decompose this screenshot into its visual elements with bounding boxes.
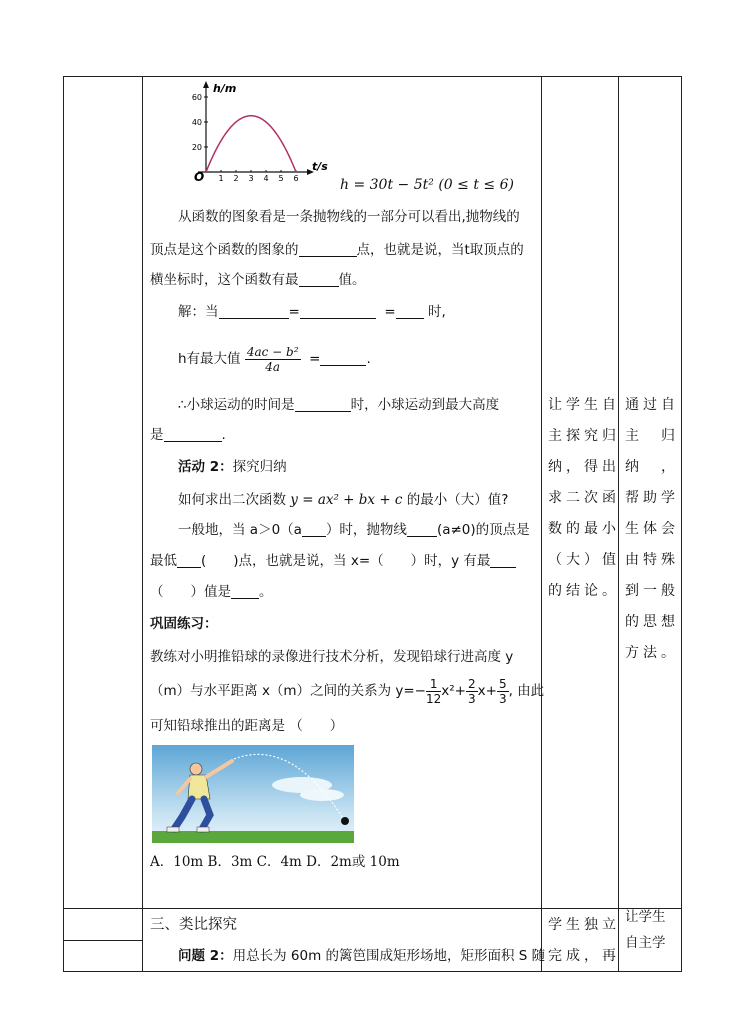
section3-title: 三、类比探究 — [150, 917, 237, 933]
table-divider-2 — [541, 76, 542, 971]
y-tick-label: 40 — [191, 118, 202, 127]
question-a: 如何求出二次函数 — [178, 492, 286, 508]
para1-line2 — [150, 240, 524, 260]
lowest-b: ( )点，也就是说，当 x=（ ）时，y 有最 — [201, 553, 491, 569]
general-c: (a≠0)的顶点是 — [436, 522, 530, 538]
y-axis-arrow — [203, 81, 209, 88]
table-border-right — [681, 76, 682, 971]
y-tick-label: 60 — [191, 93, 202, 102]
student-activity-text-2 — [548, 910, 616, 972]
table-border-top — [63, 76, 682, 77]
x-tick-label: 6 — [293, 174, 299, 183]
para1-line3-b: 值。 — [338, 272, 366, 288]
col3-line: 的结论。 — [548, 583, 616, 599]
activity2-heading — [178, 457, 287, 477]
fraction-5-3 — [497, 677, 509, 706]
table-row-divider — [63, 908, 682, 909]
max-c: . — [366, 351, 371, 367]
solve-a: 解：当 — [178, 304, 219, 320]
table-divider-1 — [142, 76, 143, 971]
blank-value[interactable] — [231, 584, 259, 599]
col4-line: 自主学 — [625, 935, 666, 951]
problem-x: x+ — [477, 683, 497, 699]
blank-parabola[interactable] — [407, 522, 437, 537]
value-b: 。 — [259, 584, 273, 600]
therefore-b: 时，小球运动到最大高度 — [350, 397, 500, 413]
solve-d: 时, — [428, 304, 446, 320]
y-axis-label: h/m — [213, 82, 237, 95]
problem2-text: 用总长为 60m 的篱笆围成矩形场地，矩形面积 S 随 — [232, 948, 546, 964]
design-intent-text-2 — [625, 904, 675, 956]
solve-line — [178, 302, 446, 322]
general-b: ）时，抛物线 — [325, 522, 407, 538]
col3-line: 数的最小 — [548, 521, 616, 537]
col4-line: 生体会 — [625, 521, 675, 537]
col3-line: 完成，再 — [548, 948, 616, 964]
col3-line: 求二次函 — [548, 490, 616, 506]
blank-a-sign[interactable] — [302, 522, 326, 537]
value-line — [150, 582, 273, 602]
table-first-col-split — [63, 940, 143, 941]
therefore-line1 — [178, 395, 499, 415]
fraction-1-12 — [426, 677, 441, 706]
col3-line: （大）值 — [548, 552, 616, 568]
para1-line2-a: 顶点是这个函数的图象的 — [150, 242, 299, 258]
therefore-line2 — [150, 425, 226, 445]
col4-line: 方法。 — [625, 645, 675, 661]
col3-line: 学生独立 — [548, 917, 616, 933]
problem-x2: x²+ — [441, 683, 466, 699]
parabola-chart — [180, 80, 360, 186]
problem2-line — [178, 946, 545, 966]
student-activity-text — [548, 390, 616, 607]
max-a: h有最大值 — [178, 351, 241, 367]
shot-ball-icon — [341, 817, 349, 825]
max-value-line — [178, 342, 371, 376]
max-b: = — [309, 351, 321, 367]
blank-solve-1[interactable] — [219, 304, 289, 319]
col4-line: 帮助学 — [625, 490, 675, 506]
y-tick-label: 20 — [191, 143, 202, 152]
blank-max-height[interactable] — [164, 427, 222, 442]
col3-line: 纳，得出 — [548, 459, 616, 475]
max-den: 4a — [265, 359, 281, 374]
parabola-curve — [206, 116, 296, 172]
para1-line3 — [150, 270, 366, 290]
therefore-d: . — [221, 427, 226, 443]
table-divider-3 — [618, 76, 619, 971]
answer-options: A．10m B．3m C．4m D．2m或 10m — [150, 854, 400, 870]
x-axis-label: t/s — [312, 160, 328, 173]
therefore-c: 是 — [150, 427, 164, 443]
therefore-a: ∴小球运动的时间是 — [178, 397, 295, 413]
max-num: 4ac − b² — [246, 344, 299, 359]
blank-lowest[interactable] — [177, 553, 201, 568]
solve-b: = — [288, 304, 300, 320]
graph-formula: h = 30t − 5t² (0 ≤ t ≤ 6) — [340, 177, 514, 193]
blank-vertex-point[interactable] — [299, 242, 357, 257]
lowest-a: 最低 — [150, 553, 177, 569]
general-a: 一般地，当 a＞0（a — [178, 522, 302, 538]
para1-line2-b: 点，也就是说，当t取顶点的 — [356, 242, 524, 258]
question-b: 的最小（大）值? — [406, 492, 509, 508]
max-value-fraction — [245, 345, 301, 374]
x-tick-label: 2 — [233, 174, 239, 183]
frac3-den: 3 — [498, 691, 507, 706]
frac1-den: 12 — [426, 691, 442, 706]
practice-title: 巩固练习： — [150, 616, 218, 632]
blank-solve-3[interactable] — [396, 304, 424, 319]
col4-line: 让学生 — [625, 909, 666, 925]
blank-max-min[interactable] — [299, 272, 339, 287]
col3-line: 让学生自 — [548, 397, 616, 413]
problem2-label: 问题 2： — [178, 948, 233, 964]
problem-line2 — [150, 674, 544, 708]
question-line — [178, 490, 508, 510]
frac2-den: 3 — [468, 691, 476, 706]
frac3-num: 5 — [498, 676, 507, 691]
col4-line: 的思想 — [625, 614, 675, 630]
fraction-2-3 — [466, 677, 478, 706]
col4-line: 通过自 — [625, 397, 675, 413]
col3-line: 主探究归 — [548, 428, 616, 444]
blank-most[interactable] — [490, 553, 516, 568]
x-tick-label: 1 — [218, 174, 224, 183]
col4-line: 由特殊 — [625, 552, 675, 568]
x-tick-label: 5 — [278, 174, 284, 183]
activity2-sub: 探究归纳 — [232, 459, 287, 475]
activity2-title: 活动 2： — [178, 459, 233, 475]
col4-line: 主归纳， — [625, 428, 675, 475]
x-tick-label: 4 — [263, 174, 269, 183]
blank-solve-2[interactable] — [300, 304, 376, 319]
problem-line3: 可知铅球推出的距离是 （ ） — [150, 718, 344, 734]
lowest-line — [150, 551, 516, 571]
x-tick-label: 3 — [248, 174, 254, 183]
problem-line2-b: , 由此 — [508, 683, 545, 699]
para1-line3-a: 横坐标时，这个函数有最 — [150, 272, 299, 288]
problem-line1: 教练对小明推铅球的录像进行技术分析，发现铅球行进高度 y — [150, 649, 514, 665]
blank-time[interactable] — [295, 397, 351, 412]
frac1-num: 1 — [426, 677, 441, 692]
general-line — [178, 520, 530, 540]
para1-line1: 从函数的图象看是一条抛物线的一部分可以看出,抛物线的 — [178, 209, 520, 225]
question-formula: y = ax² + bx + c — [290, 492, 403, 508]
shot-put-illustration — [152, 745, 354, 843]
design-intent-text — [625, 390, 675, 669]
origin-label: O — [194, 170, 205, 184]
blank-max-value[interactable] — [320, 351, 366, 366]
problem-line2-a: （m）与水平距离 x（m）之间的关系为 y=− — [150, 683, 426, 699]
ground — [152, 831, 354, 843]
frac2-num: 2 — [468, 676, 476, 691]
solve-c: = — [384, 304, 396, 320]
value-a: （ ）值是 — [150, 584, 231, 600]
table-border-left — [63, 76, 64, 971]
col4-line: 到一般 — [625, 583, 675, 599]
